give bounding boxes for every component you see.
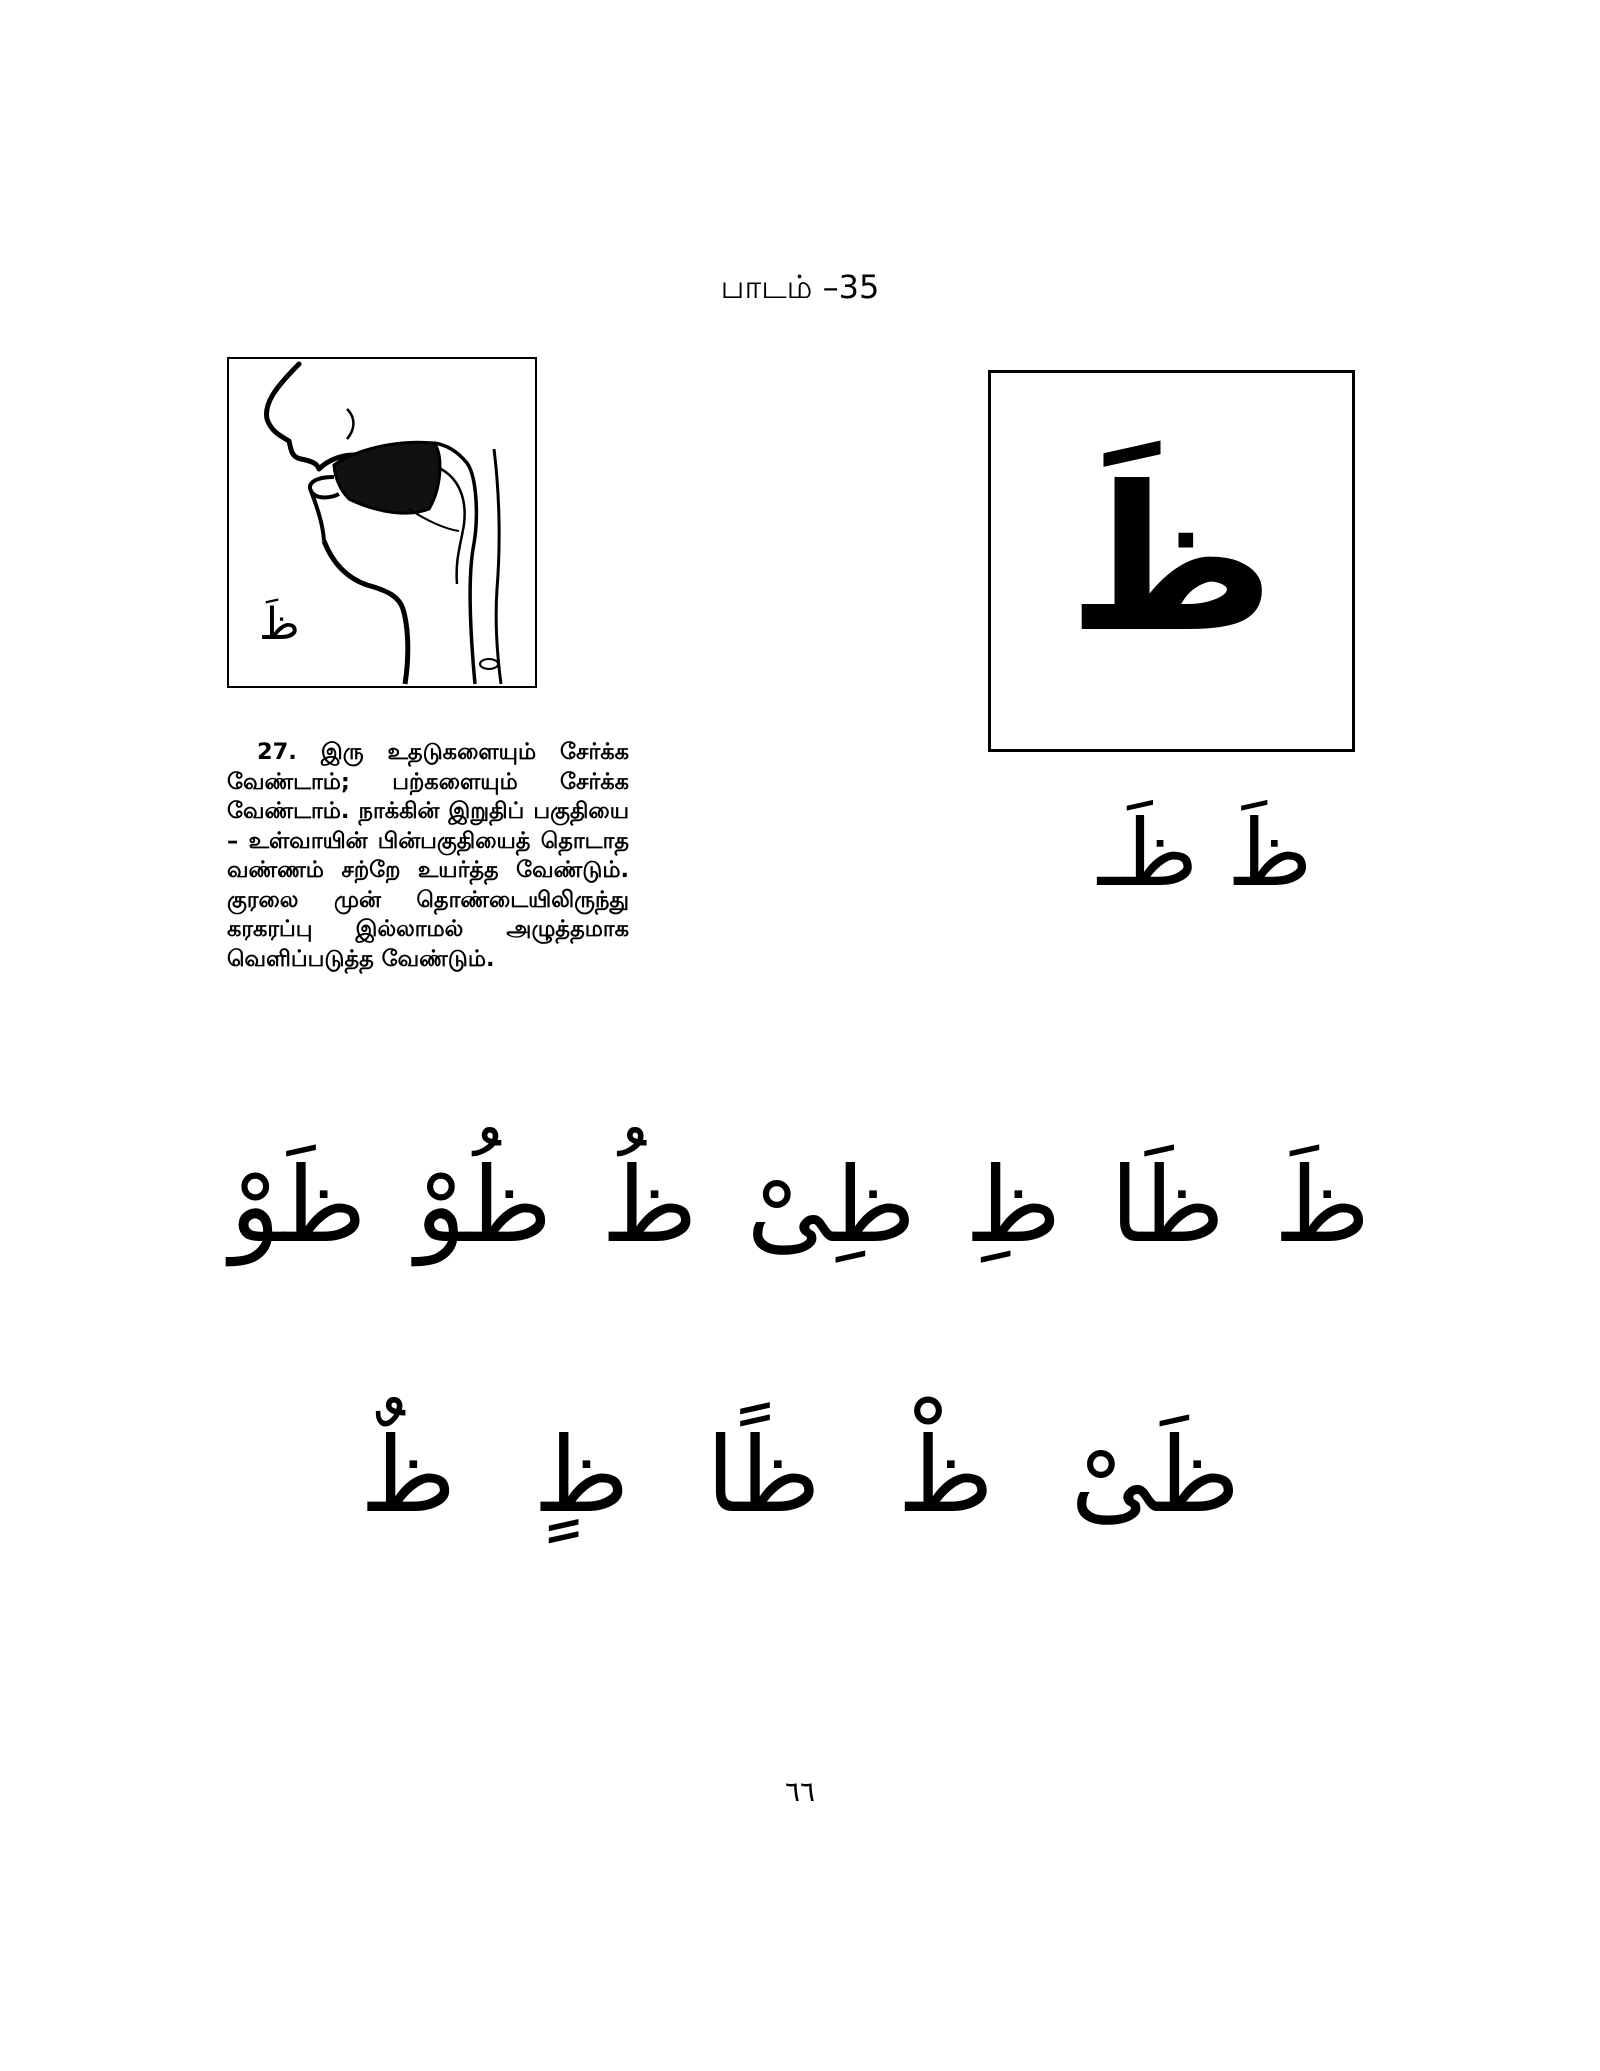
practice-letter: ظْ xyxy=(897,1414,994,1536)
practice-letter: ظَا xyxy=(1110,1144,1225,1266)
practice-letter: ظًا xyxy=(706,1414,821,1536)
practice-row-1 xyxy=(200,1130,1400,1280)
practice-letter: ظِ xyxy=(965,1144,1062,1266)
page-title: பாடம் –35 xyxy=(720,268,880,306)
page-number: ٦٦ xyxy=(784,1775,816,1808)
practice-letter: ظِیْ xyxy=(746,1144,916,1266)
letter-pair: ظَ ظَـ xyxy=(1097,800,1313,907)
practice-letter: ظُوْ xyxy=(415,1144,553,1266)
practice-row-2 xyxy=(360,1400,1240,1550)
practice-letter: ظَیْ xyxy=(1070,1414,1240,1536)
practice-letter: ظٍ xyxy=(533,1414,630,1536)
pronunciation-note xyxy=(227,738,629,974)
practice-letter: ظٌ xyxy=(360,1414,457,1536)
main-letter-box xyxy=(988,370,1355,752)
main-letter: ظَ xyxy=(1067,444,1276,677)
practice-letter: ظَوْ xyxy=(230,1144,367,1266)
mouth-diagram xyxy=(227,357,537,688)
diagram-letter: ظَ xyxy=(259,599,300,650)
practice-letter: ظُ xyxy=(601,1144,698,1266)
practice-letter: ظَ xyxy=(1273,1144,1370,1266)
pronunciation-note-text: 27. இரு உதடுகளையும் சேர்க்க வேண்டாம்; பற்களையும் சேர்க்க வேண்டாம். நாக்கின் இறுதிப் பகுதியை – உள்வாயின் பின்பகுதியைத் தொடாத வண்ணம் சற்றே உயர்த்த வேண்டும். குரலை முன் தொண்டையிலிருந்து கரகரப்பு இல்லாமல் அழுத்தமாக வெளிப்படுத்த வேண்டும். xyxy=(227,739,629,972)
